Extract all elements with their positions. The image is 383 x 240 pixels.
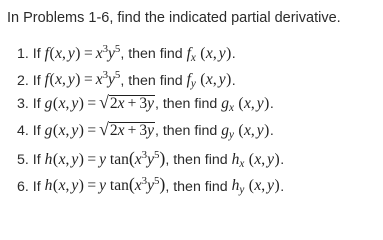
problem-mid: , then find — [154, 122, 218, 139]
problem-target: $h_x$ (x, y) — [231, 150, 280, 170]
problem-lead: If — [32, 151, 41, 168]
problem-end: . — [269, 96, 274, 112]
problem-lead: If — [32, 122, 41, 139]
problem-lead: If — [32, 45, 41, 62]
problem-number: 4. — [17, 122, 29, 139]
problem-function: f(x, $y) = x^3y^5$ — [44, 43, 121, 62]
problem-number: 1. — [17, 45, 29, 62]
problem-mid: , then find — [120, 72, 183, 89]
problem-4 — [17, 116, 383, 143]
problem-end: . — [269, 122, 274, 139]
problem-end: . — [280, 151, 285, 168]
instructions: In Problems 1-6, find the indicated partial derivative. — [7, 10, 341, 26]
problem-2 — [17, 63, 383, 90]
problem-6 — [17, 169, 383, 196]
problem-list — [7, 36, 383, 195]
problem-1 — [17, 36, 383, 63]
problem-mid: , then find — [165, 151, 228, 168]
problem-target: $g_x$ (x, y) — [221, 95, 270, 114]
problem-number: 2. — [17, 72, 29, 89]
problem-target: $g_y$ (x, y) — [221, 121, 270, 141]
problem-function: h(x, y) = y $\tan(x^3y^5)$ — [44, 174, 166, 195]
problem-function: f(x, $y) = x^3y^5$ — [44, 69, 121, 89]
problem-function: g(x, y) = √2x + 3y — [45, 95, 155, 112]
problem-number: 3. — [17, 96, 29, 112]
problem-mid: , then find — [120, 45, 183, 62]
problem-mid: , then find — [154, 96, 218, 112]
problem-lead: If — [32, 72, 41, 89]
problem-5 — [17, 142, 383, 169]
problem-mid: , then find — [165, 178, 228, 195]
problem-target: $h_y$ (x, y) — [231, 177, 280, 197]
problem-3 — [17, 89, 383, 116]
problem-end: . — [280, 178, 285, 195]
problem-function: h(x, y) = y $\tan(x^3y^5)$ — [44, 147, 166, 168]
problem-function: g(x, y) = √2x + 3y — [45, 122, 155, 139]
problem-lead: If — [32, 178, 41, 195]
problem-end: . — [231, 72, 236, 89]
problem-number: 5. — [17, 151, 29, 168]
problem-end: . — [231, 45, 236, 62]
square-root: √2x + 3y — [99, 92, 154, 112]
problem-lead: If — [32, 96, 41, 112]
problem-target: $f_x$ (x, y) — [186, 44, 232, 64]
problem-number: 6. — [17, 178, 29, 195]
square-root: √2x + 3y — [99, 118, 154, 139]
problem-target: $f_y$ (x, y) — [186, 71, 232, 91]
